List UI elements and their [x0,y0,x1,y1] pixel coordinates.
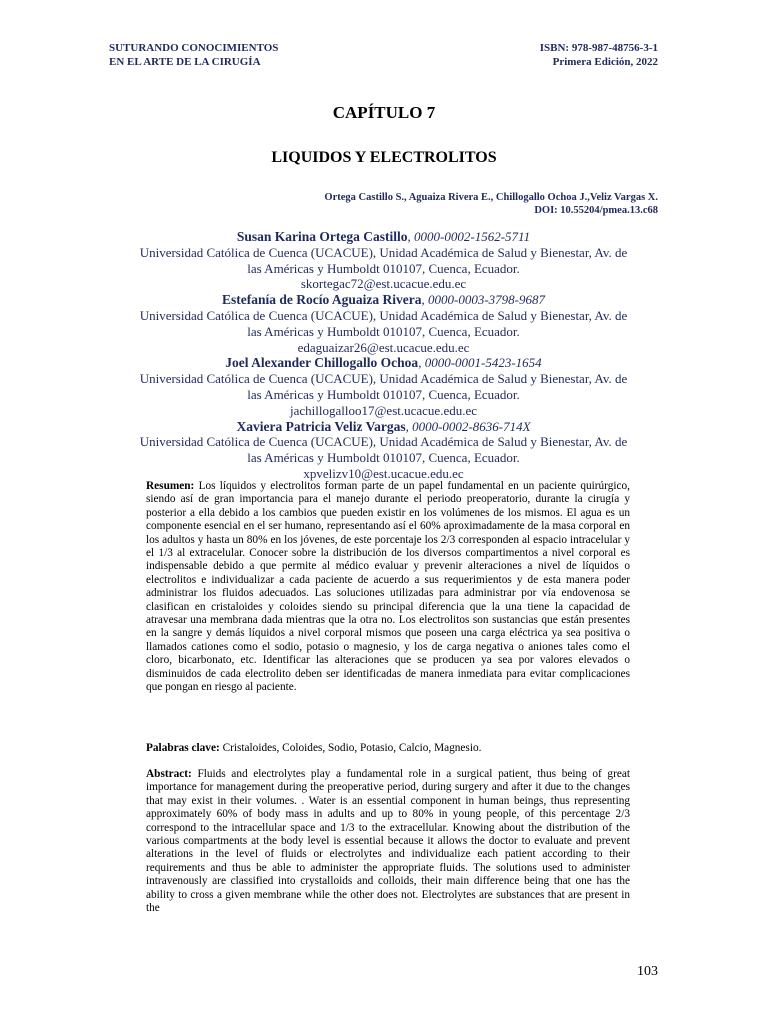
running-header-left [109,41,278,69]
book-title-line-2: EN EL ARTE DE LA CIRUGÍA [109,56,261,68]
author-email[interactable]: xpvelizv10@est.ucacue.edu.ec [303,465,464,481]
orcid-link[interactable]: 0000-0001-5423-1654 [424,355,542,371]
author-entry: Susan Karina Ortega Castillo, 0000-0002-1562-5711 Universidad Católica de Cuenca (UCACUE), Unidad Académica de Salud y Bienestar, Av. de las Américas y Humboldt 010107, Cuenca, Ecuador. skortegac72@est.ucacue.edu.ec [109,229,658,292]
author-name: Susan Karina Ortega Castillo [236,229,408,244]
orcid-link[interactable]: 0000-0002-8636-714X [412,418,531,434]
abstract-text: Fluids and electrolytes play a fundamental role in a surgical patient, thus being of great importance for management during the preoperative period, during surgery and after it due to the changes that may exist in their volumes. . Water is an essential component in human beings, thus representing approximately 60% of body mass in adults and up to 80% in young people, of this percentage 2/3 correspond to the intracellular space and 1/3 to the extracellular. Knowing about the distribution of the various compartments at the body level is essential because it allows the doctor to evaluate and prevent alterations in the level of fluids or electrolytes and individualize each patient according to their requirements and thus be able to administer the appropriate fluids. The solutions used to administer intravenously are classified into crystalloids and colloids, their main difference being that one has the ability to cross a given membrane while the other does not. Electrolytes are substances that are present in the [146,768,631,915]
author-name: Xaviera Patricia Veliz Vargas [236,418,406,434]
running-header-right [540,41,658,69]
affiliation-address: las Américas y Humboldt 010107, Cuenca, Ecuador. [247,260,520,276]
author-email[interactable]: skortegac72@est.ucacue.edu.ec [300,276,467,292]
author-name: Joel Alexander Chillogallo Ochoa [225,355,419,371]
book-title-line-1: SUTURANDO CONOCIMIENTOS [109,42,279,54]
resumen-paragraph [146,480,630,695]
author-entry: Joel Alexander Chillogallo Ochoa, 0000-0001-5423-1654 Universidad Católica de Cuenca (UCACUE), Unidad Académica de Salud y Bienestar, Av. de las Américas y Humboldt 010107, Cuenca, Ecuador. jachillogalloo17@est.ucacue.edu.ec [109,355,658,418]
affiliation: Universidad Católica de Cuenca (UCACUE), Unidad Académica de Salud y Bienestar, Av. de [139,244,628,260]
author-entry: Xaviera Patricia Veliz Vargas, 0000-0002-8636-714X Universidad Católica de Cuenca (UCACUE), Unidad Académica de Salud y Bienestar, Av. de las Américas y Humboldt 010107, Cuenca, Ecuador. xpvelizv10@est.ucacue.edu.ec [109,419,658,482]
abstract-label: Abstract: [146,768,192,780]
author-entry: Estefanía de Rocío Aguaiza Rivera, 0000-0003-3798-9687 Universidad Católica de Cuenca (UCACUE), Unidad Académica de Salud y Bienestar, Av. de las Américas y Humboldt 010107, Cuenca, Ecuador. edaguaizar26@est.ucacue.edu.ec [109,292,658,355]
author-email[interactable]: jachillogalloo17@est.ucacue.edu.ec [289,402,478,418]
affiliation-address: las Américas y Humboldt 010107, Cuenca, Ecuador. [247,450,520,466]
page-number: 103 [637,964,658,979]
doi[interactable]: DOI: 10.55204/pmea.13.c68 [534,205,658,216]
orcid-link[interactable]: 0000-0003-3798-9687 [427,292,545,308]
keywords-label: Palabras clave: [146,742,220,754]
affiliation-address: las Américas y Humboldt 010107, Cuenca, Ecuador. [247,323,520,339]
edition: Primera Edición, 2022 [552,56,658,68]
resumen-label: Resumen: [146,480,195,492]
affiliation-address: las Américas y Humboldt 010107, Cuenca, Ecuador. [247,386,520,402]
citation-authors: Ortega Castillo S., Aguaiza Rivera E., Chillogallo Ochoa J.,Veliz Vargas X. [324,192,658,203]
isbn: ISBN: 978-987-48756-3-1 [539,42,658,54]
author-email[interactable]: edaguaizar26@est.ucacue.edu.ec [297,339,470,355]
resumen-text: Los líquidos y electrolitos forman parte de un papel fundamental en un paciente quirúrgico, siendo así de gran importancia para el manejo durante el periodo preoperatorio, durante la cirugía y posterior a ella debido a los cambios que pueden existir en los volúmenes de los mismos. El agua es un componente esencial en el ser humano, representando así el 60% aproximadamente de la masa corporal en los adultos y hasta un 80% en los jóvenes, de este porcentaje los 2/3 corresponden al espacio intracelular y el 1/3 al extracelular. Conocer sobre la distribución de los diversos compartimentos a nivel corporal es indispensable debido a que permite al médico evaluar y prevenir alteraciones a nivel de líquidos o electrolitos e individualizar a cada paciente de acuerdo a sus requerimientos y de esta manera poder administrar los fluidos adecuados. Las soluciones utilizadas para administrar por vía endovenosa se clasifican en cristaloides y coloides siendo su principal diferencia que la una tiene la capacidad de atravesar una membrana dada mientras que la otra no. Los electrolitos son sustancias que están presentes en la sangre y demás líquidos a nivel corporal mismos que poseen una carga eléctrica ya sea positiva o llamados cationes como el sodio, potasio o magnesio, y los de carga negativa o aniones tales como el cloro, bicarbonato, etc. Identificar las alteraciones que se producen ya sea por valores elevados o disminuidos de cada electrolito deben ser identificadas de manera inmediata para evitar complicaciones que pongan en riesgo al paciente. [146,480,630,694]
author-name: Estefanía de Rocío Aguaiza Rivera [222,292,422,308]
affiliation: Universidad Católica de Cuenca (UCACUE), Unidad Académica de Salud y Bienestar, Av. de [139,371,628,387]
keywords-paragraph [146,742,630,755]
keywords-text: Cristaloides, Coloides, Sodio, Potasio, Calcio, Magnesio. [222,742,482,754]
affiliation: Universidad Católica de Cuenca (UCACUE), Unidad Académica de Salud y Bienestar, Av. de [139,307,628,323]
affiliation: Universidad Católica de Cuenca (UCACUE), Unidad Académica de Salud y Bienestar, Av. de [139,434,628,450]
author-list [109,229,658,482]
chapter-heading: CAPÍTULO 7 [332,103,436,122]
chapter-title: LIQUIDOS Y ELECTROLITOS [271,149,497,166]
citation-block [324,191,658,217]
abstract-paragraph [146,768,630,915]
orcid-link[interactable]: 0000-0002-1562-5711 [414,229,531,244]
